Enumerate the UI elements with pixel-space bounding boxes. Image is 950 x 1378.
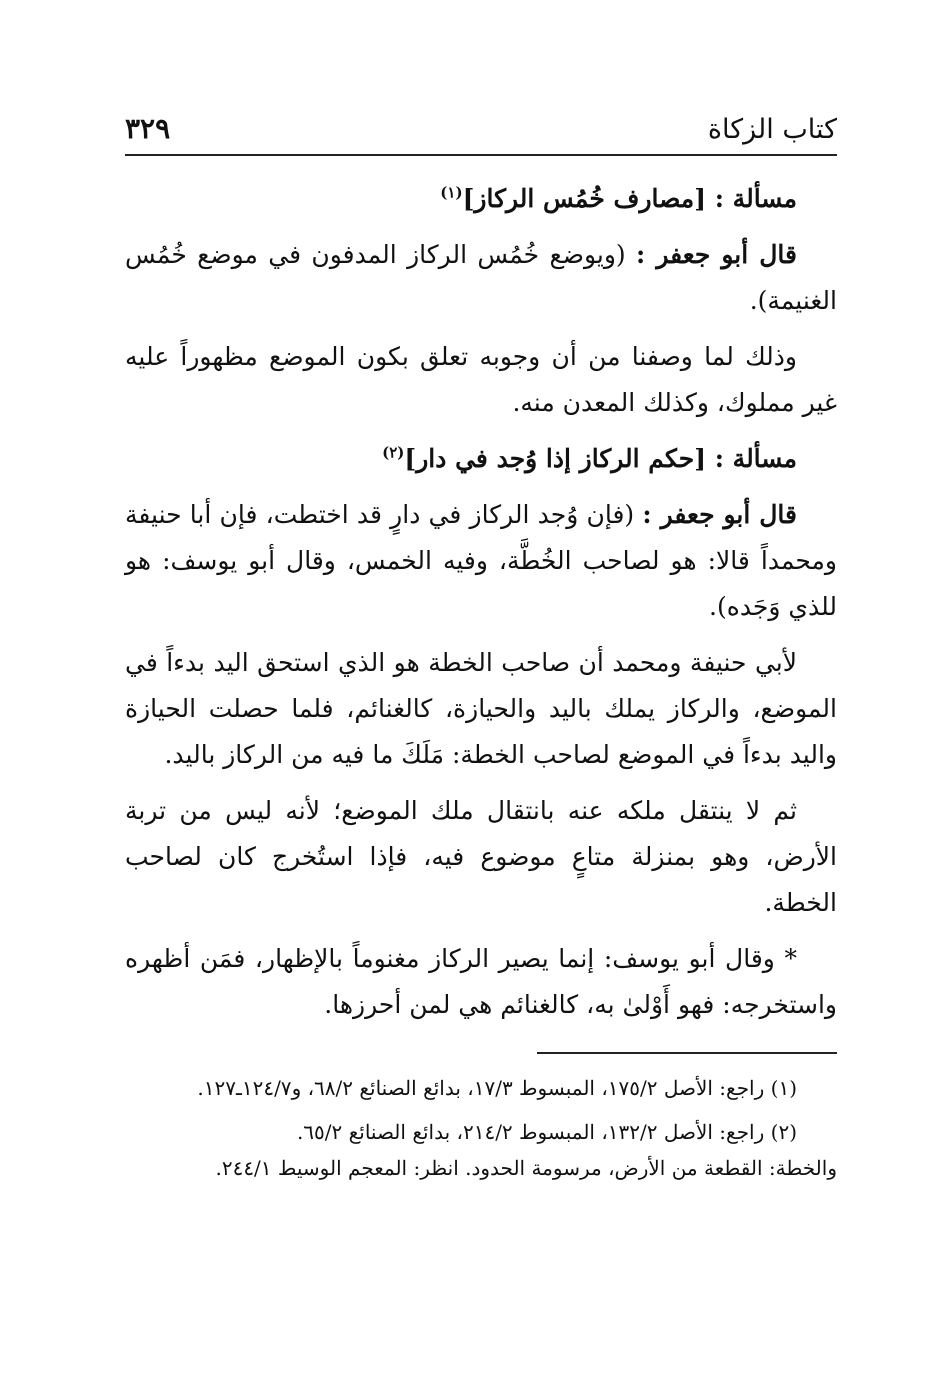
- running-title: كتاب الزكاة: [707, 114, 837, 145]
- running-head: [125, 108, 837, 156]
- question-heading-2: [125, 436, 837, 482]
- paragraph-3: [125, 492, 837, 630]
- paragraph-3-text: (فإن وُجد الركاز في دارٍ قد اختطت، فإن أبا حنيفة ومحمداً قالا: هو لصاحب الخُطَّة، وفيه الخمس، وقال أبو يوسف: هو للذي وَجَده).: [125, 500, 837, 621]
- footnotes: [125, 1070, 837, 1194]
- footnote-2-note: والخطة: القطعة من الأرض، مرسومة الحدود. انظر: المعجم الوسيط ٢٤٤/١.: [215, 1156, 837, 1180]
- footnote-2-refs: (٢) راجع: الأصل ١٣٢/٢، المبسوط ٢١٤/٢، بدائع الصنائع ٦٥/٢.: [296, 1120, 797, 1144]
- paragraph-4: لأبي حنيفة ومحمد أن صاحب الخطة هو الذي استحق اليد بدءاً في الموضع، والركاز يملك باليد والحيازة، كالغنائم، فلما حصلت الحيازة واليد بدءاً في الموضع لصاحب الخطة: مَلَكَ ما فيه من الركاز باليد.: [125, 648, 837, 769]
- paragraph-5: ثم لا ينتقل ملكه عنه بانتقال ملك الموضع؛ لأنه ليس من تربة الأرض، وهو بمنزلة متاعٍ موضوع فيه، فإذا استُخرج كان لصاحب الخطة.: [125, 796, 837, 917]
- speaker-label: قال أبو جعفر :: [642, 500, 797, 529]
- page-number: ٣٢٩: [125, 112, 171, 145]
- speaker-label: قال أبو جعفر :: [636, 240, 797, 269]
- paragraph-6: * وقال أبو يوسف: إنما يصير الركاز مغنوماً بالإظهار، فمَن أظهره واستخرجه: فهو أَوْلىٰ به، كالغنائم هي لمن أحرزها.: [125, 944, 837, 1019]
- question-heading-2-text: مسألة : [حكم الركاز إذا وُجد في دار]: [404, 444, 797, 473]
- main-text: [125, 176, 837, 1038]
- footnote-rule: [537, 1052, 837, 1054]
- footnote-1: (١) راجع: الأصل ١٧٥/٢، المبسوط ١٧/٣، بدائع الصنائع ٦٨/٢، و١٢٤/٧ـ١٢٧.: [197, 1076, 797, 1100]
- footnote-2: [125, 1114, 837, 1186]
- paragraph-1: [125, 232, 837, 324]
- paragraph-1-text: (ويوضع خُمُس الركاز المدفون في موضع خُمُس الغنيمة).: [125, 240, 837, 315]
- question-heading-1-text: مسألة : [مصارف خُمُس الركاز]: [462, 184, 797, 213]
- header-rule: [125, 154, 837, 156]
- question-heading-1: [125, 176, 837, 222]
- footnote-ref-1: (١): [440, 183, 463, 202]
- footnote-ref-2: (٢): [382, 443, 405, 462]
- paragraph-2: وذلك لما وصفنا من أن وجوبه تعلق بكون الموضع مظهوراً عليه غير مملوك، وكذلك المعدن منه.: [125, 342, 837, 417]
